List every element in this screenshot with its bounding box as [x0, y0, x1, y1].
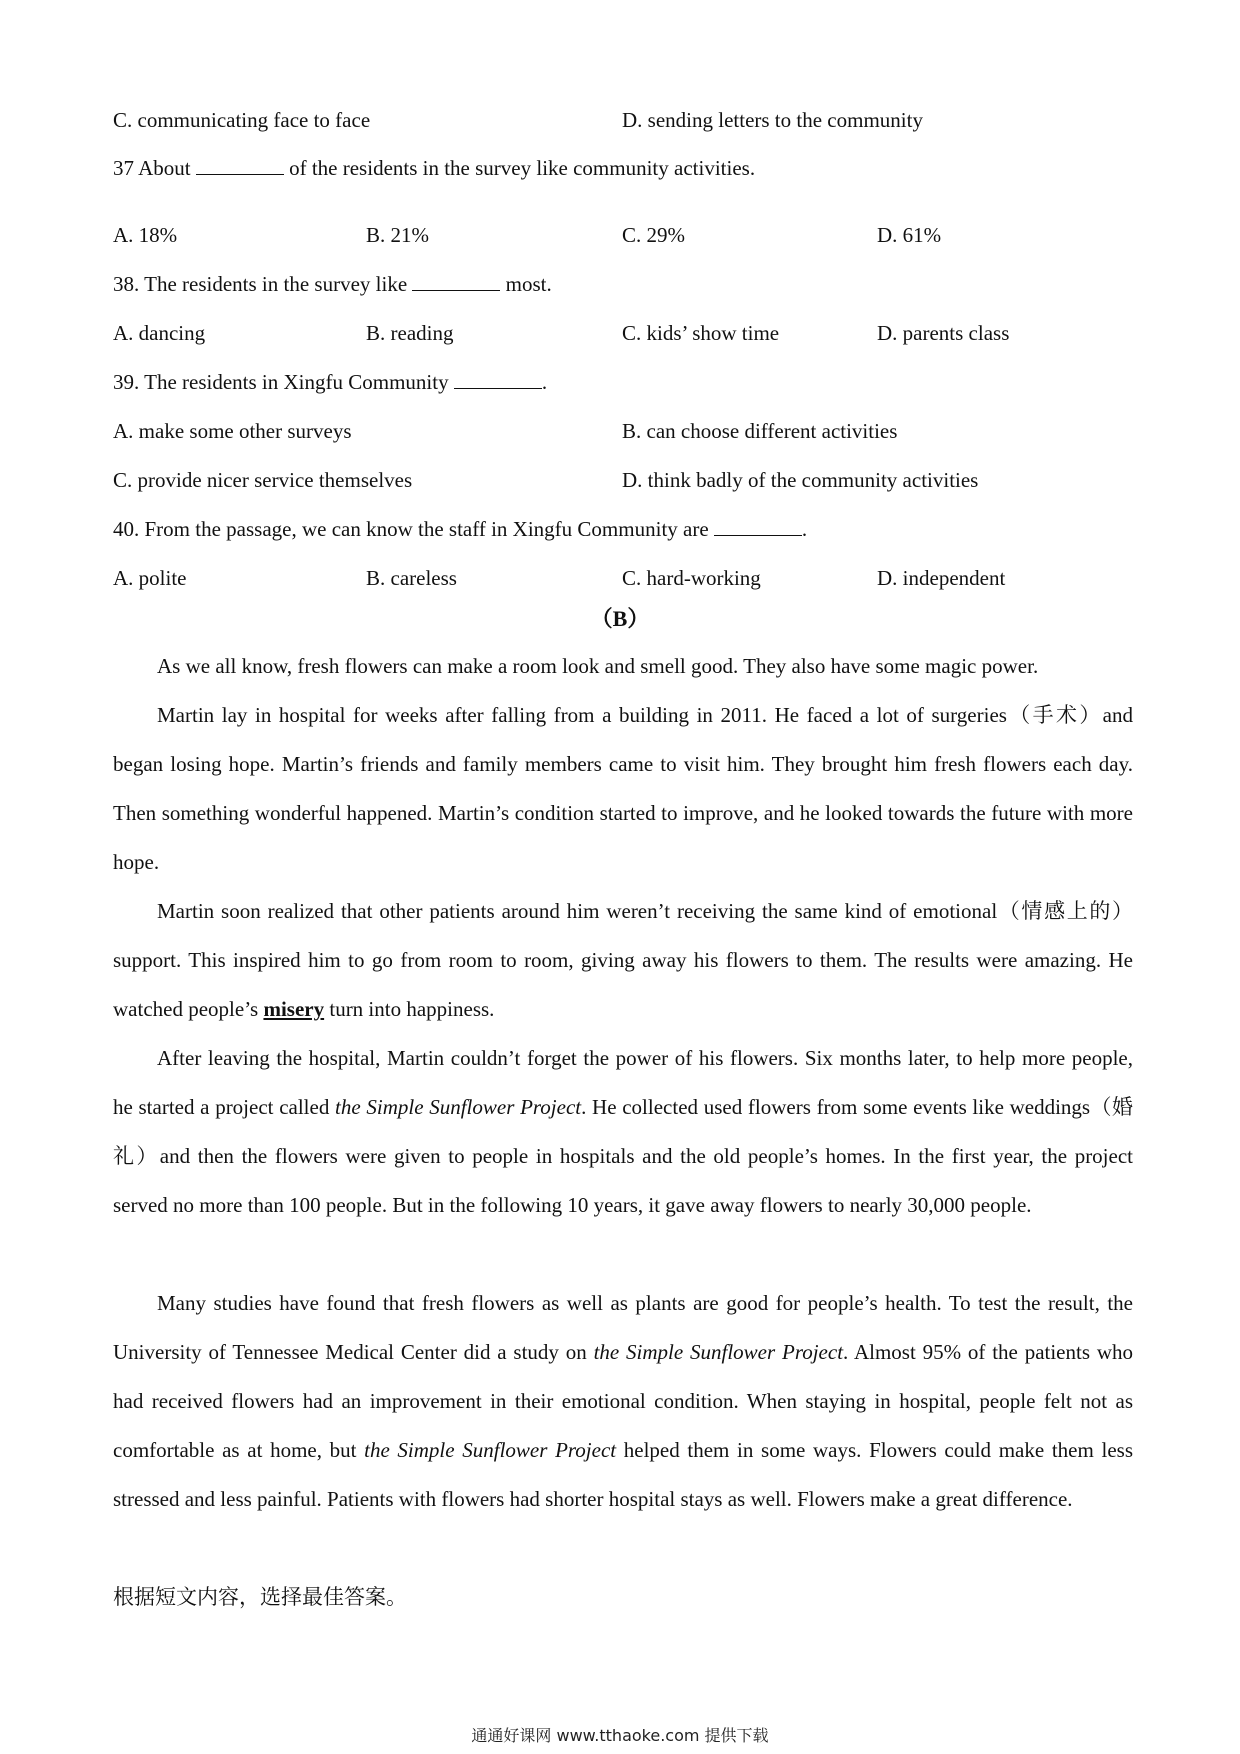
passage-paragraph-1: As we all know, fresh flowers can make a room look and smell good. They also have some magic power. [157, 654, 1039, 678]
q37-option-d: D. 61% [877, 223, 942, 247]
q36-option-c: C. communicating face to face [113, 108, 371, 132]
q40-prefix: 40. From the passage, we can know the staff in Xingfu Community are [113, 517, 709, 541]
passage-paragraph-5 [113, 1279, 1133, 1524]
q39-blank [454, 370, 542, 389]
q39-option-a: A. make some other surveys [113, 419, 352, 443]
p5-text-c: helped them in some ways. Flowers could make them less stressed and less painful. Patients with flowers had shorter hospital stays as well. Flowers make a great difference. [113, 1438, 1133, 1511]
passage-paragraph-4 [113, 1034, 1133, 1230]
question-38 [113, 270, 552, 298]
q37-option-a: A. 18% [113, 223, 178, 247]
q37-suffix: of the residents in the survey like community activities. [289, 156, 756, 180]
project-name: the Simple Sunflower Project [593, 1340, 844, 1364]
q40-blank [714, 517, 802, 536]
question-37 [113, 154, 755, 182]
q38-suffix: most. [505, 272, 552, 296]
q37-prefix: 37 About [113, 156, 191, 180]
underlined-word-misery: misery [263, 997, 325, 1021]
q40-option-c: C. hard-working [622, 566, 761, 590]
passage-paragraph-3 [113, 887, 1133, 1034]
q40-option-b: B. careless [366, 566, 457, 590]
q40-suffix: . [801, 517, 808, 541]
q40-option-d: D. independent [877, 566, 1006, 590]
q39-suffix: . [541, 370, 548, 394]
q37-option-c: C. 29% [622, 223, 685, 247]
passage-paragraph-2: Martin lay in hospital for weeks after falling from a building in 2011. He faced a lot of surgeries（手术）and began losing hope. Martin’s friends and family members came to visit him. They brought him fresh flowers each day. Then something wonderful happened. Martin’s condition started to improve, and he looked towards the future with more hope. [113, 703, 1133, 874]
q38-blank [412, 272, 500, 291]
project-name: the Simple Sunflower Project [364, 1438, 617, 1462]
q38-option-a: A. dancing [113, 321, 206, 345]
p3-text-a: Martin soon realized that other patients around him weren’t receiving the same kind of emotional（情感上的）support. This inspired him to go from room to room, giving away his flowers to them. The results were amazing. He watched people’s [113, 899, 1133, 1021]
p5-text-a: Many studies have found that fresh flowers as well as plants are good for people’s health. To test the result, the University of Tennessee Medical Center did a study on [113, 1291, 1133, 1364]
p3-text-b: turn into happiness. [324, 997, 495, 1021]
q39-option-d: D. think badly of the community activities [622, 468, 979, 492]
q38-option-b: B. reading [366, 321, 454, 345]
p5-text-b: . Almost 95% of the patients who had received flowers had an improvement in their emotional condition. When staying in hospital, people felt not as comfortable as at home, but [113, 1340, 1133, 1462]
project-name: the Simple Sunflower Project [335, 1095, 582, 1119]
q39-option-b: B. can choose different activities [622, 419, 898, 443]
footer-watermark: 通通好课网 www.tthaoke.com 提供下载 [471, 1726, 769, 1745]
q39-option-c: C. provide nicer service themselves [113, 468, 413, 492]
q37-blank [196, 156, 284, 175]
p4-text-b: . He collected used flowers from some events like weddings（婚礼）and then the flowers were given to people in hospitals and the old people’s homes. In the first year, the project served no more than 100 people. But in the following 10 years, it gave away flowers to nearly 30,000 people. [113, 1095, 1133, 1217]
q39-prefix: 39. The residents in Xingfu Community [113, 370, 449, 394]
question-39 [113, 368, 547, 396]
q38-prefix: 38. The residents in the survey like [113, 272, 408, 296]
question-40 [113, 515, 807, 543]
instruction: 根据短文内容，选择最佳答案。 [113, 1585, 407, 1609]
q40-option-a: A. polite [113, 566, 187, 590]
p4-text-a: After leaving the hospital, Martin couldn’t forget the power of his flowers. Six months later, to help more people, he started a project called [113, 1046, 1133, 1119]
q37-option-b: B. 21% [366, 223, 429, 247]
q38-option-d: D. parents class [877, 321, 1010, 345]
q38-option-c: C. kids’ show time [622, 321, 780, 345]
section-heading: （B） [590, 606, 650, 631]
q36-option-d: D. sending letters to the community [622, 108, 923, 132]
